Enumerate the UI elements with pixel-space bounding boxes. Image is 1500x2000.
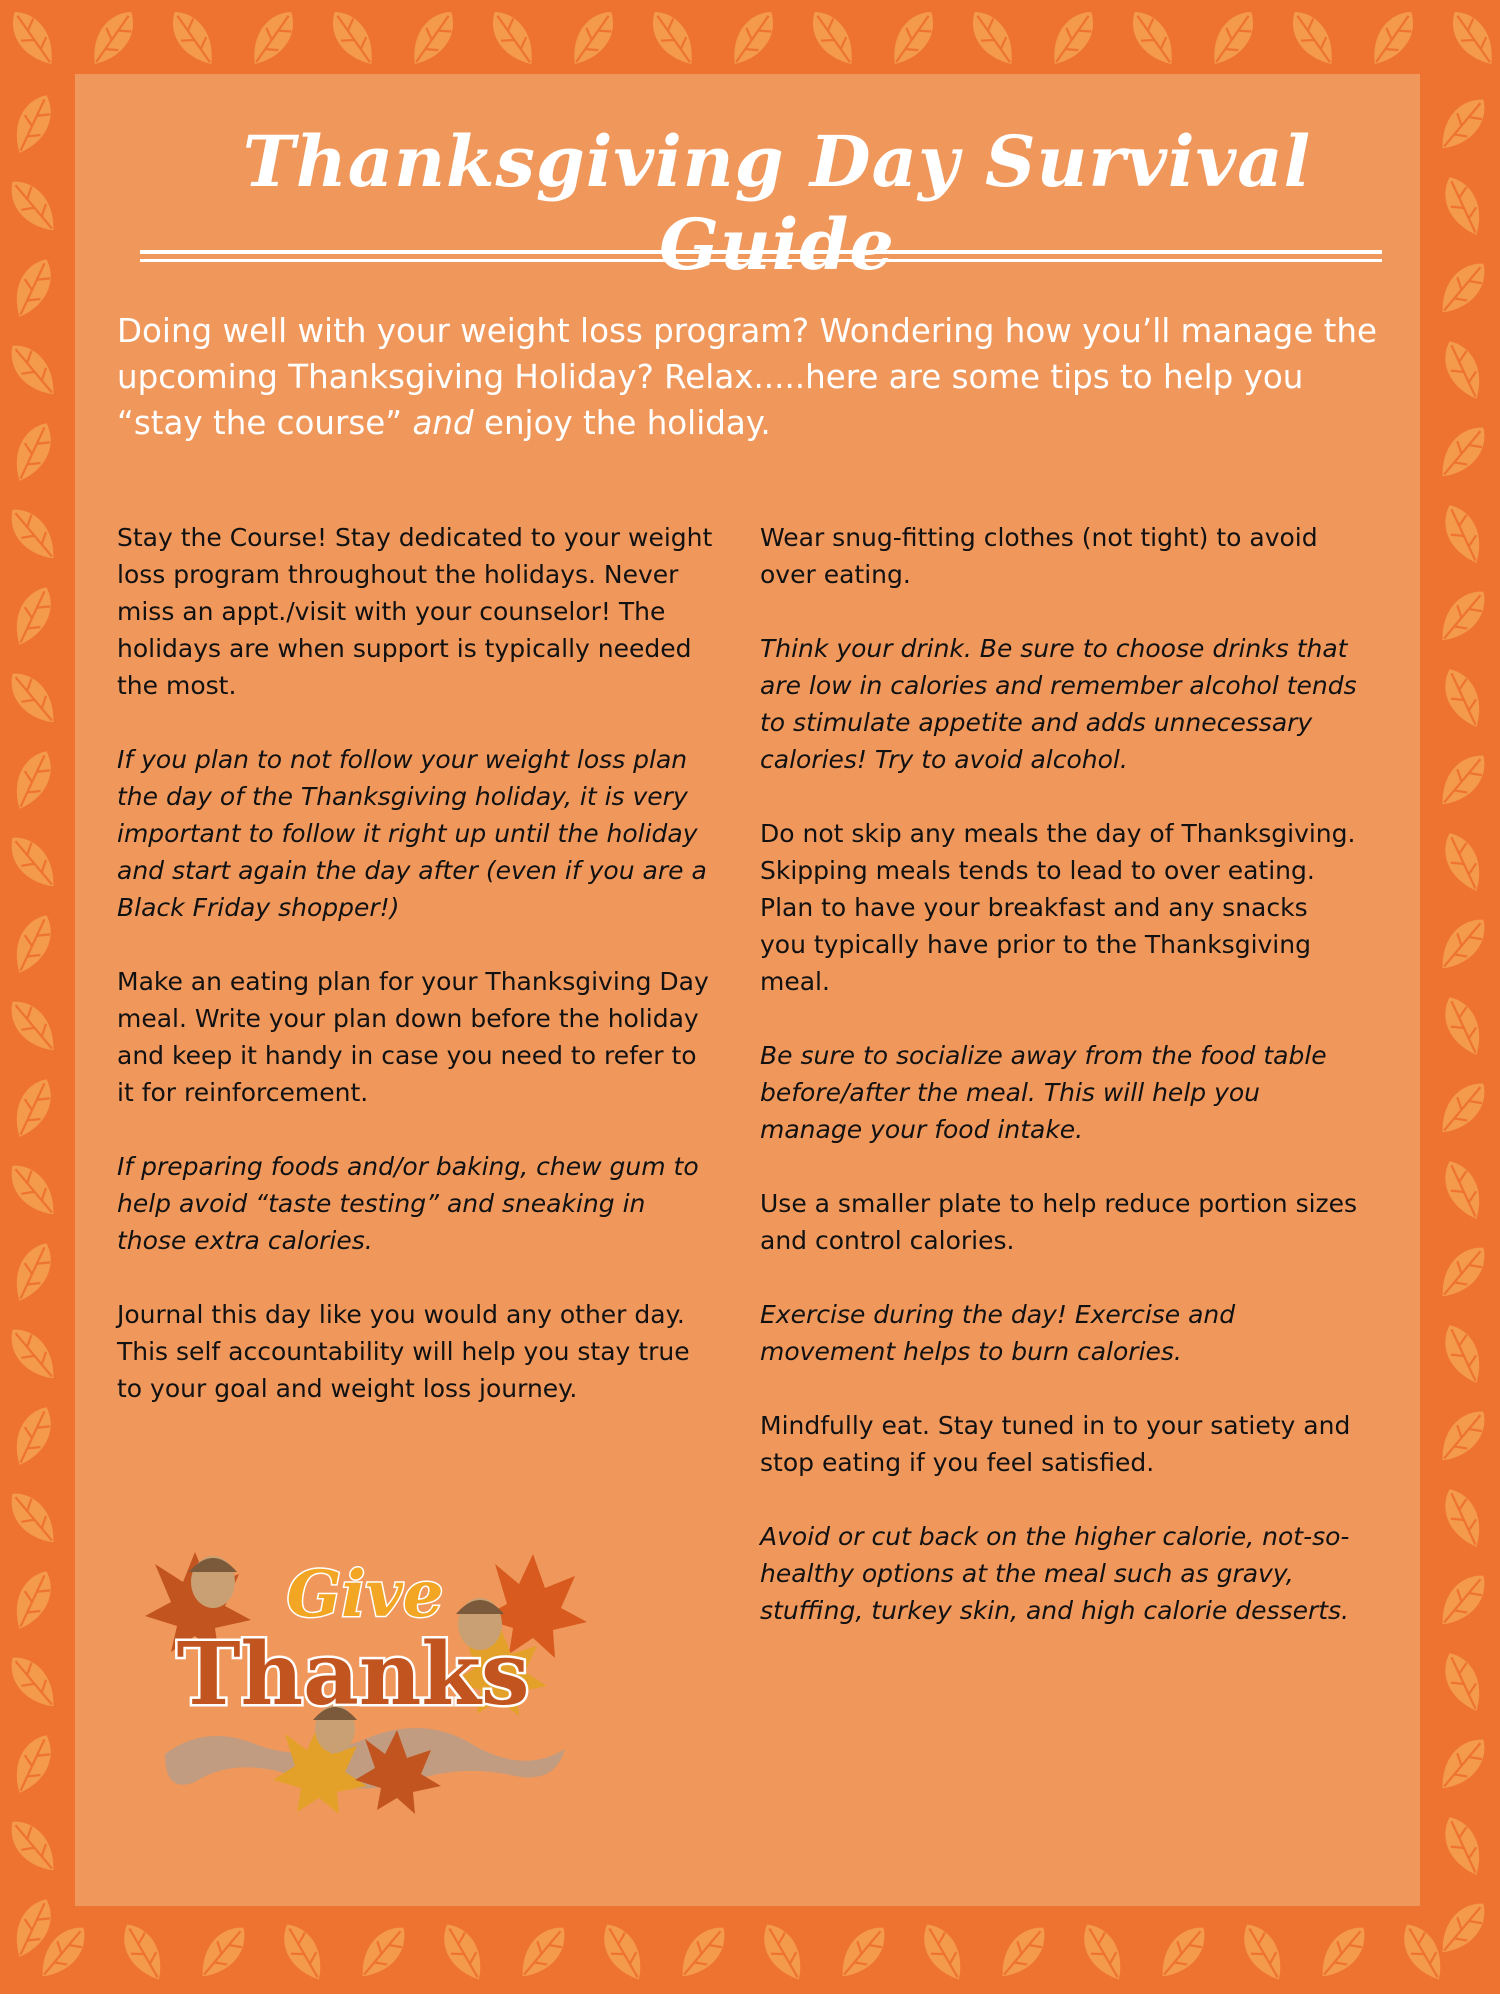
autumn-leaf-icon — [1440, 1730, 1486, 1798]
autumn-leaf-icon — [1440, 254, 1486, 322]
autumn-leaf-icon — [1440, 1894, 1486, 1962]
autumn-leaf-icon — [970, 4, 1016, 72]
autumn-leaf-icon — [650, 4, 696, 72]
autumn-leaf-icon — [10, 1484, 56, 1552]
autumn-leaf-icon — [1130, 4, 1176, 72]
title-divider — [140, 250, 1382, 262]
autumn-leaf-icon — [10, 910, 56, 978]
autumn-leaf-icon — [10, 254, 56, 322]
autumn-leaf-icon — [410, 4, 456, 72]
tip-paragraph: Avoid or cut back on the higher calorie, not-so-healthy options at the meal such as gravy, stuffing, turkey skin, and high calorie desserts. — [760, 1522, 1350, 1625]
content-panel — [75, 74, 1420, 1906]
autumn-leaf-icon — [1440, 418, 1486, 486]
tip-paragraph: Exercise during the day! Exercise and movement helps to burn calories. — [760, 1300, 1236, 1366]
autumn-leaf-icon — [680, 1918, 726, 1986]
autumn-leaf-icon — [760, 1918, 806, 1986]
autumn-leaf-icon — [1440, 1648, 1486, 1716]
autumn-leaf-icon — [1440, 500, 1486, 568]
autumn-leaf-icon — [90, 4, 136, 72]
tips-column-right — [760, 519, 1360, 1666]
autumn-leaf-icon — [170, 4, 216, 72]
autumn-leaf-icon — [1000, 1918, 1046, 1986]
autumn-leaf-icon — [280, 1918, 326, 1986]
autumn-leaf-icon — [1440, 1320, 1486, 1388]
tip-paragraph: Mindfully eat. Stay tuned in to your satiety and stop eating if you feel satisfied. — [760, 1411, 1351, 1477]
tip-paragraph: Wear snug-fitting clothes (not tight) to avoid over eating. — [760, 523, 1318, 589]
autumn-leaf-icon — [1440, 1484, 1486, 1552]
autumn-leaf-icon — [570, 4, 616, 72]
intro-text-part2: enjoy the holiday. — [473, 404, 771, 442]
intro-text-part1: Doing well with your weight loss program? Wondering how you’ll manage the upcoming Thanksgiving Holiday? Relax.....here are some tips to help you “stay the course” — [117, 312, 1377, 442]
autumn-leaf-icon — [10, 1894, 56, 1962]
autumn-leaf-icon — [1440, 582, 1486, 650]
autumn-leaf-icon — [520, 1918, 566, 1986]
autumn-leaf-icon — [1440, 172, 1486, 240]
autumn-leaf-icon — [200, 1918, 246, 1986]
autumn-leaf-icon — [1440, 1566, 1486, 1634]
autumn-leaf-icon — [10, 336, 56, 404]
autumn-leaf-icon — [1440, 992, 1486, 1060]
autumn-leaf-icon — [490, 4, 536, 72]
autumn-leaf-icon — [1440, 1812, 1486, 1880]
autumn-leaf-icon — [10, 664, 56, 732]
autumn-leaf-icon — [1440, 664, 1486, 732]
autumn-leaf-icon — [10, 418, 56, 486]
tip-paragraph: Do not skip any meals the day of Thanksgiving. Skipping meals tends to lead to over eating. Plan to have your breakfast and any snacks you typically have prior to the Thanksgiving meal. — [760, 819, 1356, 996]
tip-paragraph: Think your drink. Be sure to choose drinks that are low in calories and remember alcohol tends to stimulate appetite and adds unnecessary calories! Try to avoid alcohol. — [760, 634, 1357, 774]
autumn-leaf-icon — [10, 1074, 56, 1142]
autumn-leaf-icon — [250, 4, 296, 72]
logo-word-give: Give — [286, 1557, 444, 1632]
autumn-leaf-icon — [10, 992, 56, 1060]
autumn-leaf-icon — [1210, 4, 1256, 72]
autumn-leaf-icon — [1440, 910, 1486, 978]
autumn-leaf-icon — [1050, 4, 1096, 72]
autumn-leaf-icon — [890, 4, 936, 72]
give-thanks-logo — [135, 1524, 595, 1824]
autumn-leaf-icon — [1440, 1238, 1486, 1306]
autumn-leaf-icon — [10, 582, 56, 650]
autumn-leaf-icon — [1440, 90, 1486, 158]
autumn-leaf-icon — [330, 4, 376, 72]
autumn-leaf-icon — [10, 746, 56, 814]
autumn-leaf-icon — [10, 1566, 56, 1634]
tip-paragraph: Stay the Course! Stay dedicated to your weight loss program throughout the holidays. Never miss an appt./visit with your counselor! The holidays are when support is typically needed the most. — [117, 523, 713, 700]
autumn-leaf-icon — [840, 1918, 886, 1986]
autumn-leaf-icon — [120, 1918, 166, 1986]
autumn-leaf-icon — [360, 1918, 406, 1986]
autumn-leaf-icon — [1440, 1074, 1486, 1142]
autumn-leaf-icon — [1440, 746, 1486, 814]
autumn-leaf-icon — [810, 4, 856, 72]
autumn-leaf-icon — [1320, 1918, 1366, 1986]
intro-paragraph — [117, 308, 1387, 446]
tip-paragraph: Be sure to socialize away from the food table before/after the meal. This will help you manage your food intake. — [760, 1041, 1327, 1144]
autumn-leaf-icon — [600, 1918, 646, 1986]
autumn-leaf-icon — [10, 172, 56, 240]
autumn-leaf-icon — [10, 1730, 56, 1798]
tip-paragraph: If preparing foods and/or baking, chew gum to help avoid “taste testing” and sneaking in those extra calories. — [117, 1152, 699, 1255]
autumn-leaf-icon — [1370, 4, 1416, 72]
autumn-leaf-icon — [1160, 1918, 1206, 1986]
intro-emphasis: and — [412, 404, 474, 442]
autumn-leaf-icon — [10, 500, 56, 568]
autumn-leaf-icon — [1440, 1156, 1486, 1224]
autumn-leaf-icon — [10, 828, 56, 896]
autumn-leaf-icon — [1290, 4, 1336, 72]
autumn-leaf-icon — [10, 4, 56, 72]
autumn-leaf-icon — [10, 1402, 56, 1470]
autumn-leaf-icon — [440, 1918, 486, 1986]
autumn-leaf-icon — [1440, 1402, 1486, 1470]
autumn-leaf-icon — [10, 1648, 56, 1716]
autumn-leaf-icon — [1080, 1918, 1126, 1986]
logo-word-thanks: Thanks — [176, 1624, 530, 1725]
autumn-leaf-icon — [10, 1320, 56, 1388]
page-title: Thanksgiving Day Survival Guide — [242, 120, 1312, 286]
autumn-leaf-icon — [1450, 4, 1496, 72]
autumn-leaf-icon — [10, 1238, 56, 1306]
autumn-leaf-icon — [10, 1812, 56, 1880]
autumn-leaf-icon — [920, 1918, 966, 1986]
tip-paragraph: Make an eating plan for your Thanksgiving Day meal. Write your plan down before the holiday and keep it handy in case you need to refer to it for reinforcement. — [117, 967, 709, 1107]
autumn-leaf-icon — [1440, 828, 1486, 896]
autumn-leaf-icon — [1440, 336, 1486, 404]
autumn-leaf-icon — [730, 4, 776, 72]
tip-paragraph: If you plan to not follow your weight loss plan the day of the Thanksgiving holiday, it is very important to follow it right up until the holiday and start again the day after (even if you are a Black Friday shopper!) — [117, 745, 707, 922]
autumn-leaf-icon — [10, 1156, 56, 1224]
tip-paragraph: Use a smaller plate to help reduce portion sizes and control calories. — [760, 1189, 1358, 1255]
tip-paragraph: Journal this day like you would any other day. This self accountability will help you stay true to your goal and weight loss journey. — [117, 1300, 690, 1403]
tips-column-left — [117, 519, 717, 1444]
autumn-leaf-icon — [1240, 1918, 1286, 1986]
autumn-leaf-icon — [10, 90, 56, 158]
